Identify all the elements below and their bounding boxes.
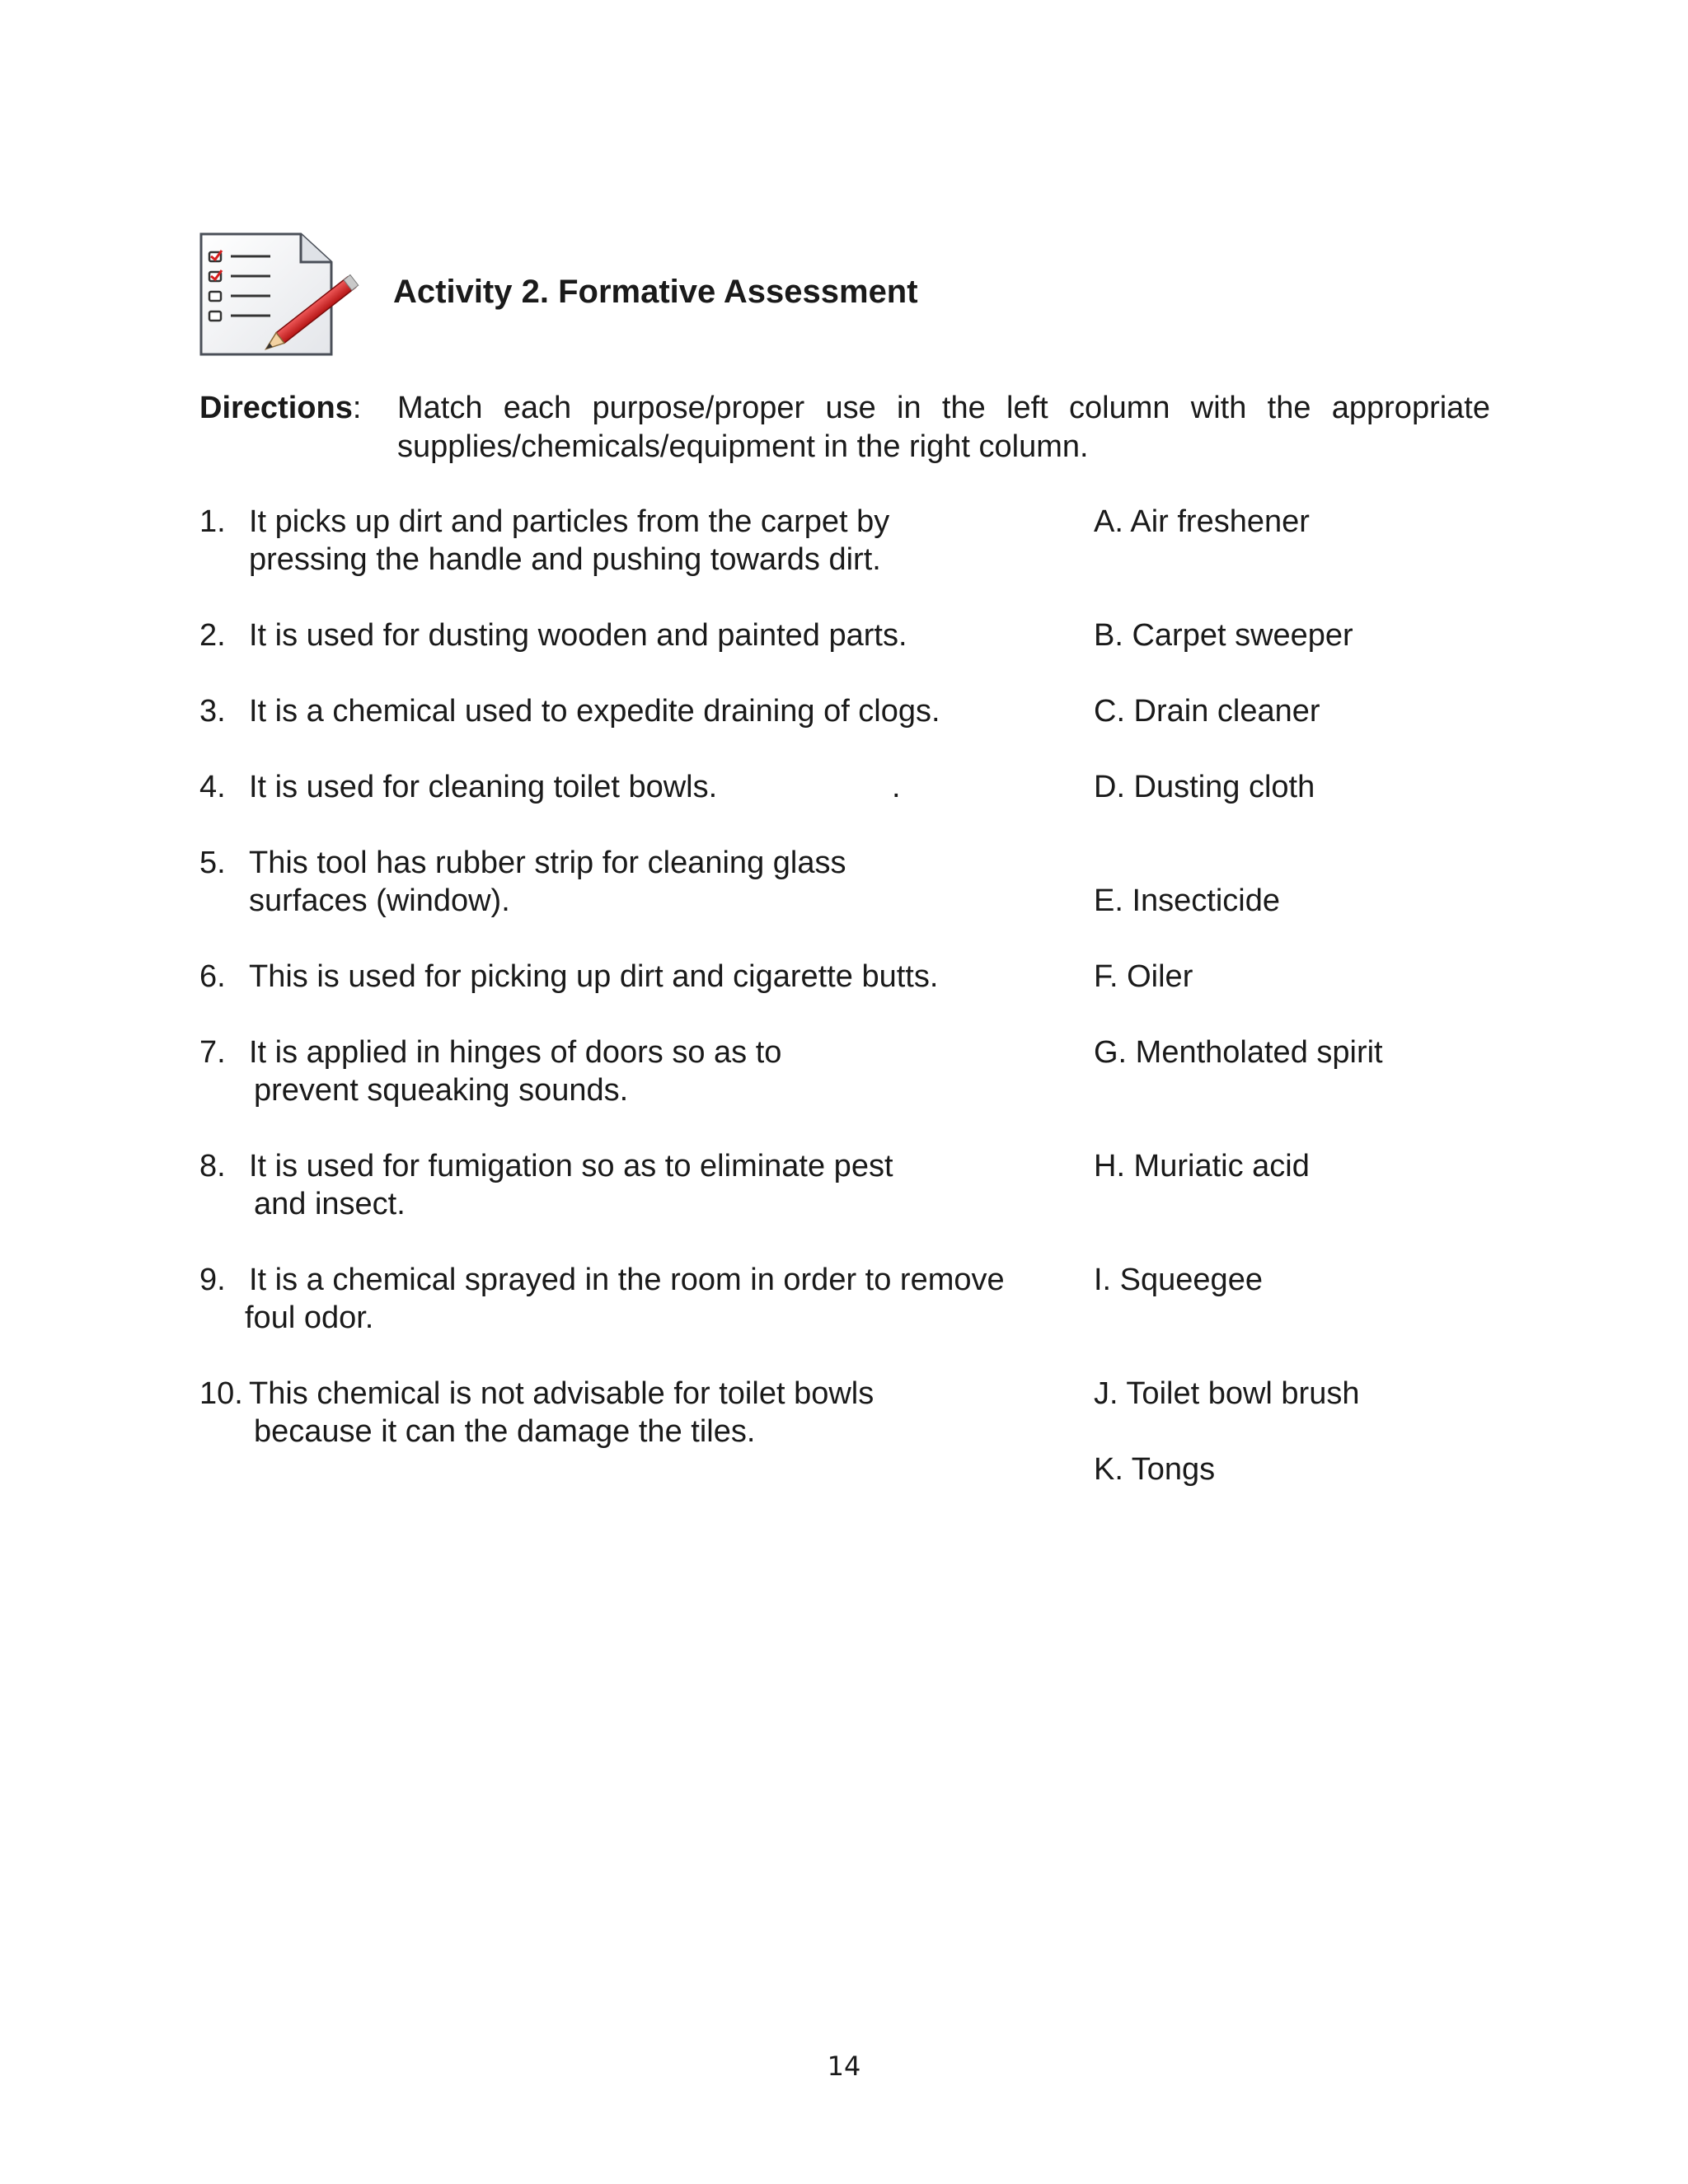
item-text: It is a chemical used to expedite draining of clogs.: [249, 694, 940, 729]
activity-title: Activity 2. Formative Assessment: [393, 274, 918, 310]
checklist-pencil-icon: [198, 231, 371, 363]
choice-item: F. Oiler: [1094, 959, 1193, 994]
directions-colon: :: [352, 391, 362, 425]
item-text: It is used for cleaning toilet bowls.: [249, 770, 718, 804]
item-text: It picks up dirt and particles from the carpet by: [249, 504, 890, 539]
choice-item: C. Drain cleaner: [1094, 694, 1320, 729]
choice-item: E. Insecticide: [1094, 883, 1280, 918]
item-text-continued: and insect.: [254, 1187, 406, 1221]
item-text: It is used for dusting wooden and painted parts.: [249, 618, 907, 653]
item-text: This chemical is not advisable for toilet bowls: [249, 1376, 874, 1411]
item-number: 10.: [199, 1376, 243, 1411]
choice-item: K. Tongs: [1094, 1452, 1216, 1487]
item-text: This tool has rubber strip for cleaning glass: [249, 846, 846, 880]
item-text-continued: because it can the damage the tiles.: [254, 1414, 756, 1449]
choice-item: I. Squeegee: [1094, 1263, 1263, 1297]
item-number: 2.: [199, 618, 226, 653]
item-text: It is applied in hinges of doors so as to: [249, 1035, 782, 1070]
item-number: 6.: [199, 959, 226, 994]
item-text-continued: pressing the handle and pushing towards dirt.: [249, 542, 881, 577]
item-number: 4.: [199, 770, 226, 804]
item-text: It is a chemical sprayed in the room in order to remove: [249, 1263, 1005, 1297]
item-number: 7.: [199, 1035, 226, 1070]
item-number: 3.: [199, 694, 226, 729]
choice-item: G. Mentholated spirit: [1094, 1035, 1383, 1070]
item-number: 8.: [199, 1149, 226, 1183]
choice-item: H. Muriatic acid: [1094, 1149, 1310, 1183]
stray-period: .: [892, 770, 901, 804]
directions-label: Directions: [199, 391, 353, 425]
item-number: 1.: [199, 504, 226, 539]
page-number: 14: [827, 2050, 861, 2082]
item-text: It is used for fumigation so as to eliminate pest: [249, 1149, 893, 1183]
choice-item: B. Carpet sweeper: [1094, 618, 1353, 653]
choice-item: D. Dusting cloth: [1094, 770, 1315, 804]
item-text-continued: foul odor.: [245, 1301, 374, 1335]
item-number: 5.: [199, 846, 226, 880]
choice-item: J. Toilet bowl brush: [1094, 1376, 1360, 1411]
item-number: 9.: [199, 1263, 226, 1297]
directions-text: Match each purpose/proper use in the left column with the appropriate supplies/chemicals/equipment in the right column.: [397, 391, 1490, 464]
item-text-continued: surfaces (window).: [249, 883, 510, 918]
item-text: This is used for picking up dirt and cigarette butts.: [249, 959, 939, 994]
choice-item: A. Air freshener: [1094, 504, 1310, 539]
item-text-continued: prevent squeaking sounds.: [254, 1073, 629, 1108]
